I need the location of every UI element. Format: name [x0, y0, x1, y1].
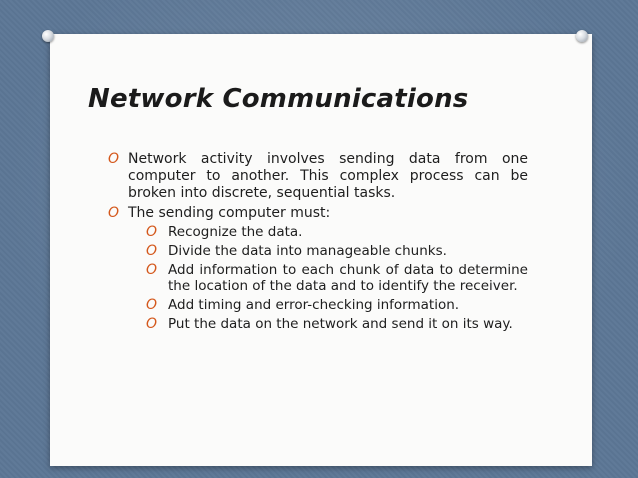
sub-bullet-text: Divide the data into manageable chunks.: [168, 243, 447, 259]
sub-bullet-text: Add information to each chunk of data to determine the location of the data and to identify the receiver.: [168, 262, 528, 294]
bullet-marker: O: [146, 262, 158, 278]
sub-bullet-text: Add timing and error-checking information.: [168, 297, 460, 313]
sub-bullet-list: [128, 224, 528, 332]
sub-bullet-text: Put the data on the network and send it on its way.: [168, 316, 513, 332]
bullet-text: The sending computer must:: [128, 205, 331, 221]
bullet-marker: O: [146, 316, 158, 332]
sub-bullet-item: [146, 243, 528, 259]
slide-title: Network Communications: [88, 84, 469, 114]
sub-bullet-item: [146, 224, 528, 240]
sub-bullet-text: Recognize the data.: [168, 224, 303, 240]
bullet-item: [108, 151, 528, 202]
bullet-marker: O: [146, 243, 158, 259]
pushpin-icon: [576, 30, 588, 42]
sub-bullet-item: [146, 316, 528, 332]
bullet-text: Network activity involves sending data from one computer to another. This complex process can be broken into discrete, sequential tasks.: [128, 151, 528, 201]
sub-bullet-item: [146, 297, 528, 313]
bullet-marker: O: [146, 297, 158, 313]
bullet-list: [108, 151, 528, 335]
bullet-marker: O: [146, 224, 158, 240]
pushpin-icon: [42, 30, 54, 42]
bullet-marker: O: [108, 151, 120, 167]
sub-bullet-item: [146, 262, 528, 294]
bullet-marker: O: [108, 205, 120, 221]
bullet-item: [108, 205, 528, 332]
